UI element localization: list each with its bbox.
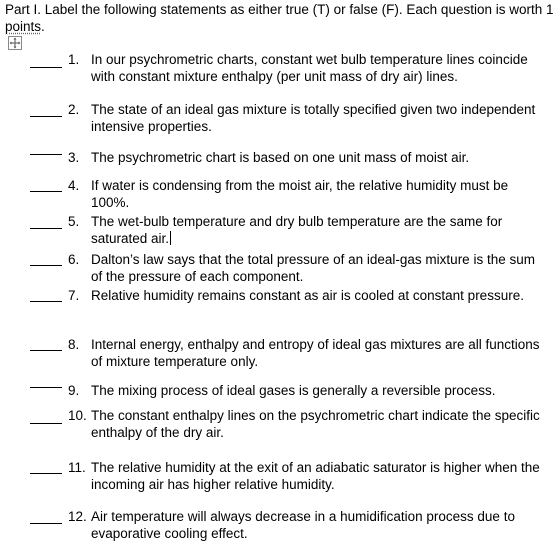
question-text: Air temperature will always decrease in a humidification process due to evaporative cooling effect. bbox=[91, 509, 515, 541]
answer-blank-8[interactable] bbox=[30, 350, 62, 351]
question-text: The relative humidity at the exit of an adiabatic saturator is higher when the incoming air has higher relative humidity. bbox=[91, 460, 540, 492]
question-number: 1. bbox=[68, 52, 80, 67]
question-text: If water is condensing from the moist air, the relative humidity must be 100%. bbox=[91, 178, 509, 210]
table-move-handle-icon[interactable] bbox=[8, 36, 22, 50]
answer-blank-3[interactable] bbox=[30, 154, 62, 155]
question-text: Dalton’s law says that the total pressure of an ideal-gas mixture is the sum of the pressure of each component. bbox=[91, 252, 535, 284]
question-number: 6. bbox=[68, 252, 80, 267]
instructions-text: Part I. Label the following statements as either true (T) or false (F). Each question is worth 1 bbox=[5, 2, 554, 17]
question-number: 7. bbox=[68, 288, 80, 303]
answer-blank-5[interactable] bbox=[30, 228, 62, 229]
answer-blank-12[interactable] bbox=[30, 523, 62, 524]
question-number: 10. bbox=[68, 408, 87, 423]
instructions-end: . bbox=[41, 19, 45, 34]
question-number: 4. bbox=[68, 178, 80, 193]
question-number: 8. bbox=[68, 337, 80, 352]
question-text: The state of an ideal gas mixture is totally specified given two independent intensive properties. bbox=[91, 102, 536, 134]
question-text bbox=[91, 213, 546, 247]
answer-blank-1[interactable] bbox=[30, 67, 62, 68]
answer-blank-4[interactable] bbox=[30, 191, 62, 192]
question-number: 3. bbox=[68, 150, 80, 165]
answer-blank-7[interactable] bbox=[30, 301, 62, 302]
points-link[interactable]: points bbox=[5, 19, 42, 34]
instructions bbox=[5, 1, 557, 35]
question-text: In our psychrometric charts, constant wet bulb temperature lines coincide with constant mixture enthalpy (per unit mass of dry air) lines. bbox=[91, 52, 528, 84]
question-text: The psychrometric chart is based on one unit mass of moist air. bbox=[91, 150, 470, 165]
answer-blank-11[interactable] bbox=[30, 473, 62, 474]
question-number: 9. bbox=[68, 383, 80, 398]
question-number: 5. bbox=[68, 214, 80, 229]
answer-blank-9[interactable] bbox=[30, 387, 62, 388]
question-text: Relative humidity remains constant as air is cooled at constant pressure. bbox=[91, 288, 524, 303]
answer-blank-2[interactable] bbox=[30, 116, 62, 117]
question-text: Internal energy, enthalpy and entropy of ideal gas mixtures are all functions of mixture temperature only. bbox=[91, 337, 540, 369]
question-number: 12. bbox=[68, 509, 87, 524]
question-number: 11. bbox=[68, 460, 86, 475]
answer-blank-10[interactable] bbox=[30, 423, 62, 424]
question-number: 2. bbox=[68, 102, 80, 117]
question-text: The mixing process of ideal gases is generally a reversible process. bbox=[91, 383, 496, 398]
answer-blank-6[interactable] bbox=[30, 265, 62, 266]
question-text-content: The wet-bulb temperature and dry bulb temperature are the same for saturated air. bbox=[91, 214, 503, 246]
text-cursor bbox=[170, 231, 171, 245]
question-text: The constant enthalpy lines on the psychrometric chart indicate the specific enthalpy of the dry air. bbox=[91, 408, 540, 440]
